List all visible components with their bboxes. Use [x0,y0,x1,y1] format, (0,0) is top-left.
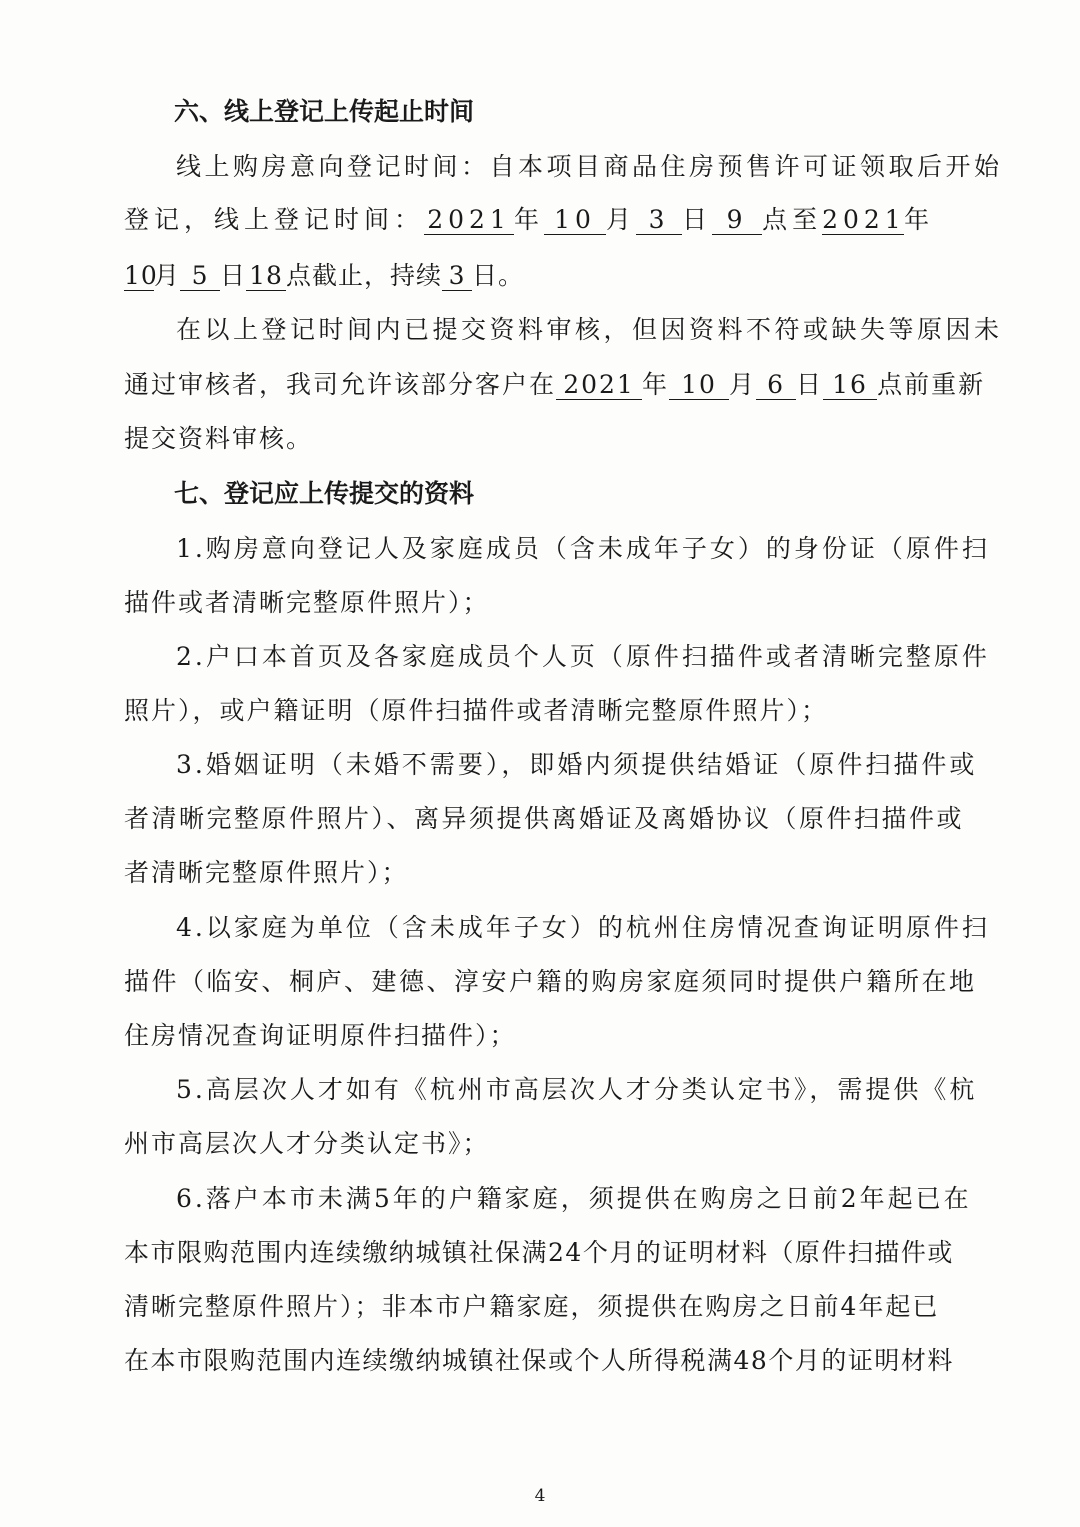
item-6-line-2: 本市限购范围内连续缴纳城镇社保满24个月的证明材料（原件扫描件或 [124,1238,954,1267]
end-month: 10 [124,261,158,290]
start-month: 10 [544,206,606,235]
item-2-line-2: 照片），或户籍证明（原件扫描件或者清晰完整原件照片）； [124,696,829,725]
item-4-line-1: 4.以家庭为单位（含未成年子女）的杭州住房情况查询证明原件扫 [176,913,990,942]
start-year: 2021 [424,206,514,235]
item-6-line-4: 在本市限购范围内连续缴纳城镇社保或个人所得税满48个月的证明材料 [124,1346,954,1375]
item-2-line-1: 2.户口本首页及各家庭成员个人页（原件扫描件或者清晰完整原件 [176,642,990,671]
end-hour: 18 [246,262,286,291]
para-2-line-2: 通过审核者，我司允许该部分客户在 2021 年 10 月 6 日 16 点前重新 [124,370,986,399]
item-1-line-1: 1.购房意向登记人及家庭成员（含未成年子女）的身份证（原件扫 [176,534,990,563]
item-4-line-3: 住房情况查询证明原件扫描件）； [124,1021,517,1050]
section-7-heading: 七、登记应上传提交的资料 [174,479,475,508]
section-6-heading: 六、线上登记上传起止时间 [174,97,475,126]
resubmit-year: 2021 [556,371,642,400]
resubmit-hour: 16 [823,371,877,400]
item-3-line-1: 3.婚姻证明（未婚不需要），即婚内须提供结婚证（原件扫描件或 [176,750,978,779]
start-hour: 9 [712,206,762,235]
resubmit-month: 10 [669,371,729,400]
start-day: 3 [636,206,682,235]
item-1-line-2: 描件或者清晰完整原件照片）； [124,588,490,617]
para-1-line-3: 10月 5 日 18 点截止，持续 3 日。 [124,261,525,290]
item-6-line-1: 6.落户本市未满5年的户籍家庭，须提供在购房之日前2年起已在 [176,1184,972,1213]
item-5-line-1: 5.高层次人才如有《杭州市高层次人才分类认定书》，需提供《杭 [176,1075,978,1104]
item-3-line-2: 者清晰完整原件照片）、离异须提供离婚证及离婚协议（原件扫描件或 [124,804,965,833]
para-2-line-3: 提交资料审核。 [124,424,314,453]
item-6-line-3: 清晰完整原件照片）；非本市户籍家庭，须提供在购房之日前4年起已 [124,1292,940,1321]
para-1-line-1: 线上购房意向登记时间：自本项目商品住房预售许可证领取后开始 [176,152,1003,181]
item-4-line-2: 描件（临安、桐庐、建德、淳安户籍的购房家庭须同时提供户籍所在地 [124,967,977,996]
duration: 3 [442,262,472,291]
item-5-line-2: 州市高层次人才分类认定书》； [124,1129,490,1158]
page-number: 4 [534,1486,546,1506]
end-day: 5 [180,262,220,291]
end-year: 2021 [822,205,906,234]
registration-time-label: 登记，线上登记时间： [124,205,425,234]
para-2-line-1: 在以上登记时间内已提交资料审核，但因资料不符或缺失等原因未 [176,315,1003,344]
para-1-line-2: 登记，线上登记时间： 2021 年 10 月 3 日 9 点至2021年 [124,205,935,234]
resubmit-day: 6 [756,371,796,400]
item-3-line-3: 者清晰完整原件照片）； [124,858,409,887]
